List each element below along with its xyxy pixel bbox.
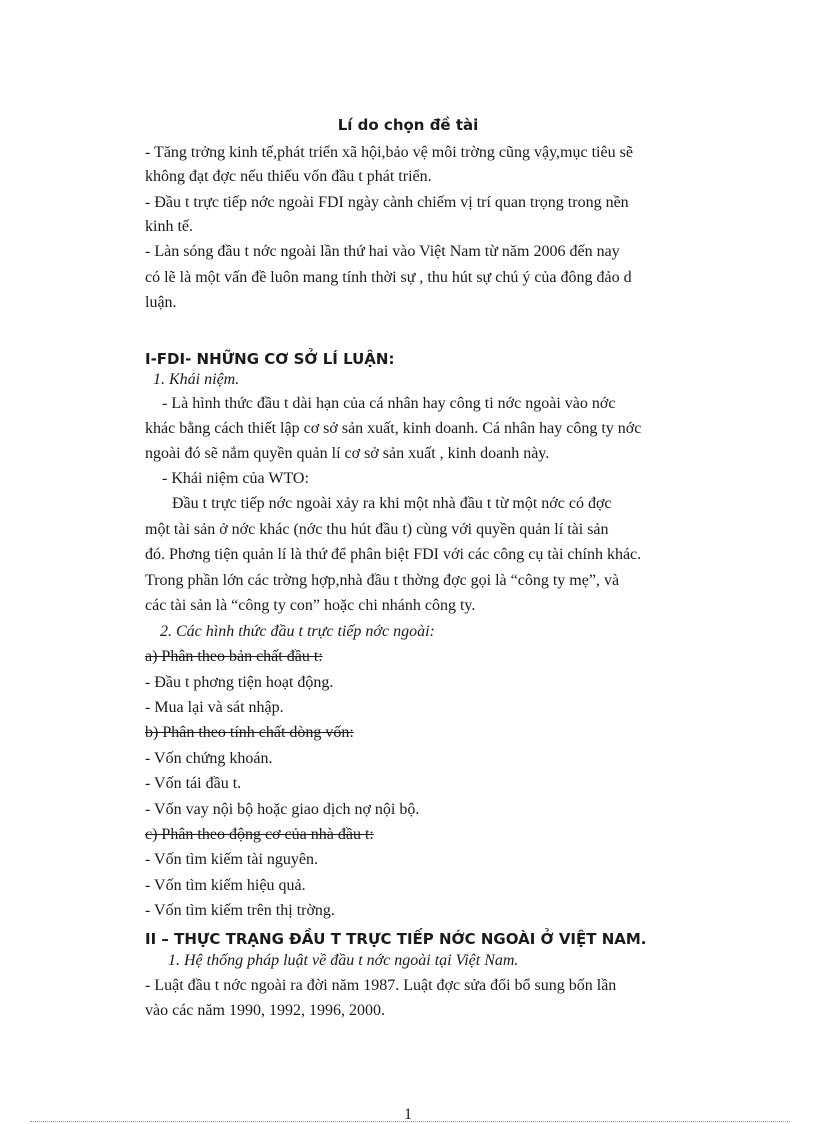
- section-2-sub-1: 1. Hệ thống pháp luật về đầu t nớc ngoài tại Việt Nam.: [168, 952, 519, 969]
- wto-line-5: các tài sản là “công ty con” hoặc chi nhánh công ty.: [145, 597, 476, 614]
- group-a-item-1: - Đầu t phơng tiện hoạt động.: [145, 674, 334, 691]
- page-number: 1: [404, 1106, 412, 1123]
- document-title: Lí do chọn đề tài: [337, 116, 479, 134]
- wto-line-1: Đầu t trực tiếp nớc ngoài xảy ra khi một nhà đầu t từ một nớc có đợc: [172, 495, 612, 512]
- definition-line-3: ngoài đó sẽ nắm quyền quản lí cơ sở sản xuất , kinh doanh này.: [145, 445, 550, 462]
- group-a-item-2: - Mua lại và sát nhập.: [145, 699, 284, 716]
- intro-line-5: - Làn sóng đầu t nớc ngoài lần thứ hai vào Việt Nam từ năm 2006 đến nay: [145, 243, 620, 260]
- intro-line-1: - Tăng trởng kinh tế,phát triển xã hội,bảo vệ môi trờng cũng vậy,mục tiêu sẽ: [145, 144, 633, 161]
- group-b-label: b) Phân theo tính chất dòng vốn:: [145, 724, 354, 741]
- intro-line-6: có lẽ là một vấn đề luôn mang tính thời sự , thu hút sự chú ý của đông đảo d: [145, 269, 632, 286]
- group-b-item-3: - Vốn vay nội bộ hoặc giao dịch nợ nội bộ.: [145, 801, 420, 818]
- footer-rule: [30, 1121, 790, 1122]
- intro-line-4: kinh tế.: [145, 218, 193, 235]
- wto-line-2: một tài sản ở nớc khác (nớc thu hút đầu t) cùng với quyền quản lí tài sản: [145, 521, 609, 538]
- group-c-label: c) Phân theo động cơ của nhà đầu t:: [145, 826, 374, 843]
- wto-line-4: Trong phần lớn các trờng hợp,nhà đầu t thờng đợc gọi là “công ty mẹ”, và: [145, 572, 620, 589]
- group-c-item-1: - Vốn tìm kiếm tài nguyên.: [145, 851, 319, 868]
- group-b-item-1: - Vốn chứng khoán.: [145, 750, 273, 767]
- wto-label: - Khái niệm của WTO:: [162, 470, 309, 487]
- law-line-2: vào các năm 1990, 1992, 1996, 2000.: [145, 1002, 385, 1019]
- section-1-sub-1: 1. Khái niệm.: [153, 371, 240, 388]
- intro-line-2: không đạt đợc nếu thiếu vốn đầu t phát triển.: [145, 168, 432, 185]
- group-c-item-2: - Vốn tìm kiếm hiệu quả.: [145, 877, 306, 894]
- group-c-item-3: - Vốn tìm kiếm trên thị trờng.: [145, 902, 335, 919]
- wto-line-3: đó. Phơng tiện quản lí là thứ để phân biệt FDI với các công cụ tài chính khác.: [145, 546, 642, 563]
- definition-line-1: - Là hình thức đầu t dài hạn của cá nhân hay công ti nớc ngoài vào nớc: [162, 395, 616, 412]
- section-1-sub-2: 2. Các hình thức đầu t trực tiếp nớc ngoài:: [160, 623, 435, 640]
- section-2-heading: II – THỰC TRẠNG ĐẦU T TRỰC TIẾP NỚC NGOÀI Ở VIỆT NAM.: [145, 930, 647, 948]
- group-a-label: a) Phân theo bản chất đầu t:: [145, 648, 323, 665]
- group-b-item-2: - Vốn tái đầu t.: [145, 775, 242, 792]
- intro-line-3: - Đầu t trực tiếp nớc ngoài FDI ngày cành chiếm vị trí quan trọng trong nền: [145, 194, 629, 211]
- law-line-1: - Luật đầu t nớc ngoài ra đời năm 1987. Luật đợc sửa đổi bổ sung bốn lần: [145, 977, 617, 994]
- intro-line-7: luận.: [145, 294, 177, 311]
- definition-line-2: khác bằng cách thiết lập cơ sở sản xuất, kinh doanh. Cá nhân hay công ty nớc: [145, 420, 642, 437]
- section-1-heading: I-FDI- NHỮNG CƠ SỞ LÍ LUẬN:: [145, 350, 395, 368]
